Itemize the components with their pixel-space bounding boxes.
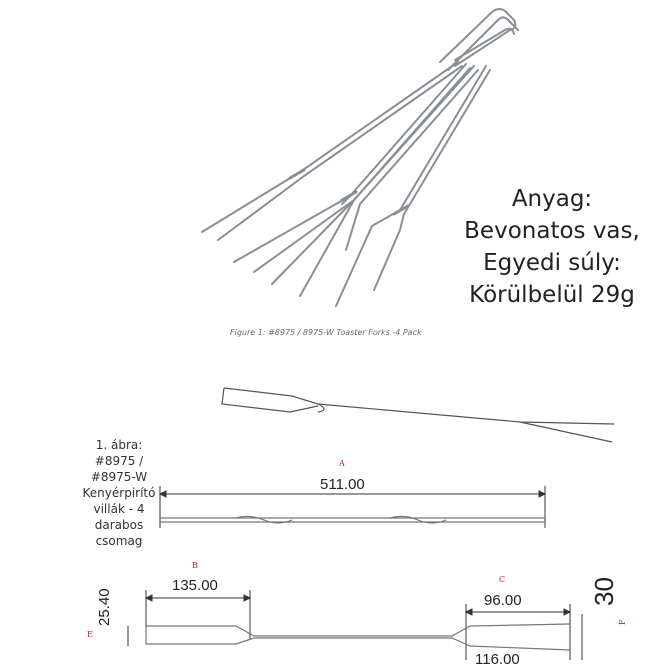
dimension-a-letter: A	[339, 459, 345, 468]
dimension-b-letter: B	[192, 561, 198, 570]
hu-caption-line-3: #8975-W	[90, 470, 148, 484]
dimension-h-value: 30	[589, 577, 619, 606]
material-line-1: Anyag:	[511, 186, 593, 212]
hu-caption-line-7: csomag	[95, 534, 143, 548]
fork-drawing-top	[160, 516, 545, 523]
dimension-e-letter: E	[87, 630, 93, 639]
material-line-2: Bevonatos vas,	[464, 218, 640, 244]
hu-caption-line-1: 1. ábra:	[95, 438, 143, 452]
material-description	[452, 183, 652, 311]
hu-caption-line-5: villák - 4	[93, 502, 145, 516]
hu-caption-line-6: darabos	[94, 518, 144, 532]
material-line-3: Egyedi súly:	[483, 250, 621, 276]
dimension-c-letter: C	[499, 575, 506, 584]
dimension-c-value: 96.00	[484, 592, 522, 609]
dimension-a-value: 511.00	[320, 476, 365, 493]
hu-caption-line-4: Kenyérpirító	[82, 486, 156, 500]
material-line-4: Körülbelül 29g	[469, 282, 635, 308]
dimension-e-value: 25.40	[96, 588, 113, 626]
dimension-c2-value: 116.00	[475, 651, 520, 668]
fork-drawing-bottom	[146, 624, 570, 650]
hu-caption-line-2: #8975 /	[94, 454, 144, 468]
dimension-b-value: 135.00	[172, 577, 218, 594]
dimension-f-letter: F	[618, 619, 627, 625]
fork-drawing-side	[222, 388, 614, 442]
hungarian-caption	[74, 437, 164, 549]
figure-caption: Figure 1: #8975 / 8975-W Toaster Forks -4 Pack	[230, 328, 422, 337]
